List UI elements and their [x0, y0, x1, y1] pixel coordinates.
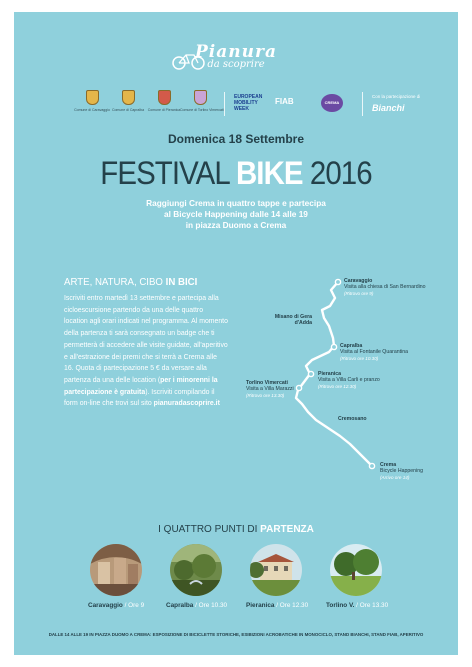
- stop-caption-capralba: Capralba / Ore 10.30: [166, 602, 228, 609]
- map-label-crema: Crema Bicycle Happening (Arrivo ore 14): [380, 462, 423, 480]
- map-label-cremosano: Cremosano: [338, 416, 367, 422]
- logo-sub-text: da scoprire: [207, 59, 265, 70]
- photo-caravaggio: [90, 544, 142, 596]
- map-label-capralba: Capralba Visita al Fontanile Quarantina (Ritrovo ore 10.30): [340, 343, 408, 361]
- pianura-logo: [14, 42, 458, 70]
- map-label-pieranica: Pieranica Visita a Villa Carli e pranzo (Ritrovo ore 12.30): [318, 371, 380, 389]
- map-label-misano: Misano di Gera d'Adda: [274, 314, 312, 327]
- photo-capralba: [170, 544, 222, 596]
- site-link[interactable]: pianuradascoprire.it: [153, 400, 220, 408]
- fiab-logo: FIAB: [275, 97, 294, 106]
- stop-caption-pieranica: Pieranica / Ore 12.30: [246, 602, 309, 609]
- intro-text: Raggiungi Crema in quattro tappe e partecipa al Bicycle Happening dalle 14 alle 19 in piazza Duomo a Crema: [146, 198, 326, 230]
- photo-pieranica: [250, 544, 302, 596]
- crest-icon-capralba: Comune di Capralba: [108, 90, 148, 112]
- crest-icon-caravaggio: Comune di Caravaggio: [72, 90, 112, 112]
- event-title: FESTIVAL BIKE 2016: [100, 155, 372, 191]
- event-date: Domenica 18 Settembre: [167, 132, 305, 146]
- sponsor-logos: [28, 90, 444, 120]
- logo-main-text: Pianura: [195, 42, 277, 62]
- stop-caption-torlino: Torlino V. / Ore 13.30: [326, 602, 389, 609]
- crest-icon-pieranica: Comune di Pieranica: [144, 90, 184, 112]
- divider: [362, 92, 363, 116]
- body-text: Iscriviti entro martedì 13 settembre e partecipa alla cicloescursione partendo da una delle quattro location agli orari indicati nel programma. Al momento della partenza ti sarà consegnato un badge che ti permetterà di accedere alle visite guidate, all'aperitivo e all'estrazione dei premi che si terrà a Crema alle 16. Quota di partecipazione 5 € da versare alla partenza da una delle location (per i minorenni la partecipazione è gratuita). Iscriviti compilando il form on-line che trovi sul sito pianuradascoprire.it: [64, 295, 228, 408]
- section-title: ARTE, NATURA, CIBO IN BICI: [64, 276, 198, 288]
- bianchi-logo: Bianchi: [372, 103, 405, 113]
- partenza-title: I QUATTRO PUNTI DI PARTENZA: [158, 524, 314, 535]
- photo-torlino: [330, 544, 382, 596]
- european-mobility-week-logo: EUROPEAN MOBILITY WEEK: [234, 94, 263, 112]
- poster: [14, 12, 458, 655]
- crest-icon-torlino: Comune di Torlino Vimercati: [180, 90, 220, 112]
- map-label-torlino: Torlino Vimercati Visita a Villa Marazzi (Ritrovo ore 13.30): [246, 380, 294, 398]
- route-map: [232, 270, 432, 500]
- partner-label: Con la partecipazione di: [372, 94, 421, 99]
- crema-logo: CREMA: [321, 94, 343, 112]
- bottom-info: DALLE 14 ALLE 19 IN PIAZZA DUOMO A CREMA: ESPOSIZIONE DI BICICLETTE STORICHE, ESIBIZIONI ACROBATICHE IN MONOCICLO, STAND BIANCHI, STAND FIAB, APERITIVO: [48, 632, 424, 637]
- stop-caption-caravaggio: Caravaggio / Ore 9: [88, 602, 145, 609]
- map-label-caravaggio: Caravaggio Visita alla chiesa di San Bernardino (Ritrovo ore 9): [344, 278, 426, 296]
- divider: [224, 92, 225, 116]
